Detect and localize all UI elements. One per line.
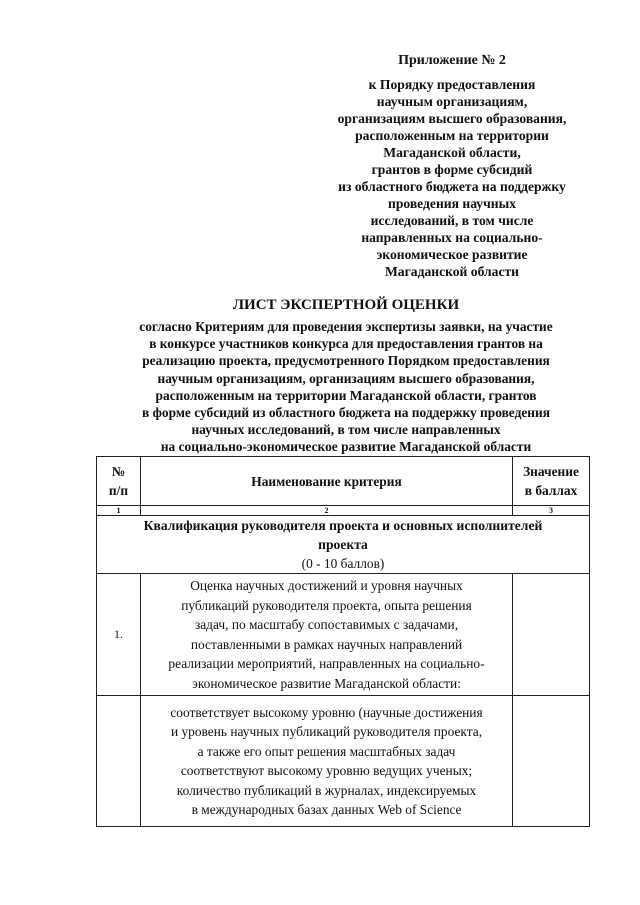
column-number: 1 [97,506,141,516]
subtitle-line: расположенным на территории Магаданской области, грантов [155,387,537,403]
column-number: 3 [513,506,590,516]
criteria-table [96,456,590,827]
appendix-line: расположенным на территории [355,128,549,143]
appendix-line: научным организациям, [376,94,528,109]
header-points: Значение в баллах [513,457,590,506]
row-number [97,696,141,827]
appendix-line: Магаданской области, [383,145,521,160]
appendix-line: Магаданской области [384,264,520,279]
subtitle-line: научным организациям, организациям высшего образования, [157,370,535,386]
points-cell [513,574,590,696]
appendix-line: проведения научных [387,196,517,211]
section-score-range: (0 - 10 баллов) [301,556,385,571]
appendix-line: исследований, в том числе [370,213,534,228]
appendix-block [318,52,586,280]
document-title-block [96,296,596,456]
header-number: № п/п [97,457,141,506]
header-criterion-name: Наименование критерия [141,457,513,506]
criterion-text: Оценка научных достижений и уровня научных публикаций руководителя проекта, опыта решения задач, по масштабу сопоставимых с задачами, поставленными в рамках научных направлений реализации мероприятий, направленных на социально- экономическое развитие Магаданской области: [141,574,513,696]
subtitle-line: научных исследований, в том числе направленных [191,422,501,438]
subtitle-line: в конкурсе участников конкурса для предоставления грантов на [149,336,543,352]
section-title: Квалификация руководителя проекта и основных исполнителей [143,518,543,533]
appendix-line: к Порядку предоставления [368,77,536,92]
subtitle-line: в форме субсидий из областного бюджета на поддержку проведения [142,405,550,421]
appendix-heading: Приложение № 2 [398,53,506,68]
column-number-row [97,506,590,516]
subtitle-line: на социально-экономическое развитие Магаданской области [160,439,532,455]
row-number: 1. [97,574,141,696]
table-row [97,696,590,827]
appendix-line: организациям высшего образования, [337,111,567,126]
section-heading [97,516,590,574]
appendix-line: из областного бюджета на поддержку [338,179,566,194]
appendix-line: экономическое развитие [376,247,528,262]
points-cell [513,696,590,827]
subtitle-line: согласно Критериям для проведения экспертизы заявки, на участие [139,319,553,334]
table-header-row [97,457,590,506]
section-title: проекта [318,537,368,552]
section-row [97,516,590,574]
document-subtitle [96,318,596,456]
criterion-text: соответствует высокому уровню (научные достижения и уровень научных публикаций руководителя проекта, а также его опыт решения масштабных задач соответствуют высокому уровню ведущих ученых; количество публикаций в журналах, индексируемых в международных базах данных Web of Science [141,696,513,827]
column-number: 2 [141,506,513,516]
appendix-line: направленных на социально- [361,230,543,245]
appendix-line: грантов в форме субсидий [371,162,533,177]
table-row [97,574,590,696]
document-title: ЛИСТ ЭКСПЕРТНОЙ ОЦЕНКИ [232,297,460,313]
subtitle-line: реализацию проекта, предусмотренного Порядком предоставления [142,353,550,369]
